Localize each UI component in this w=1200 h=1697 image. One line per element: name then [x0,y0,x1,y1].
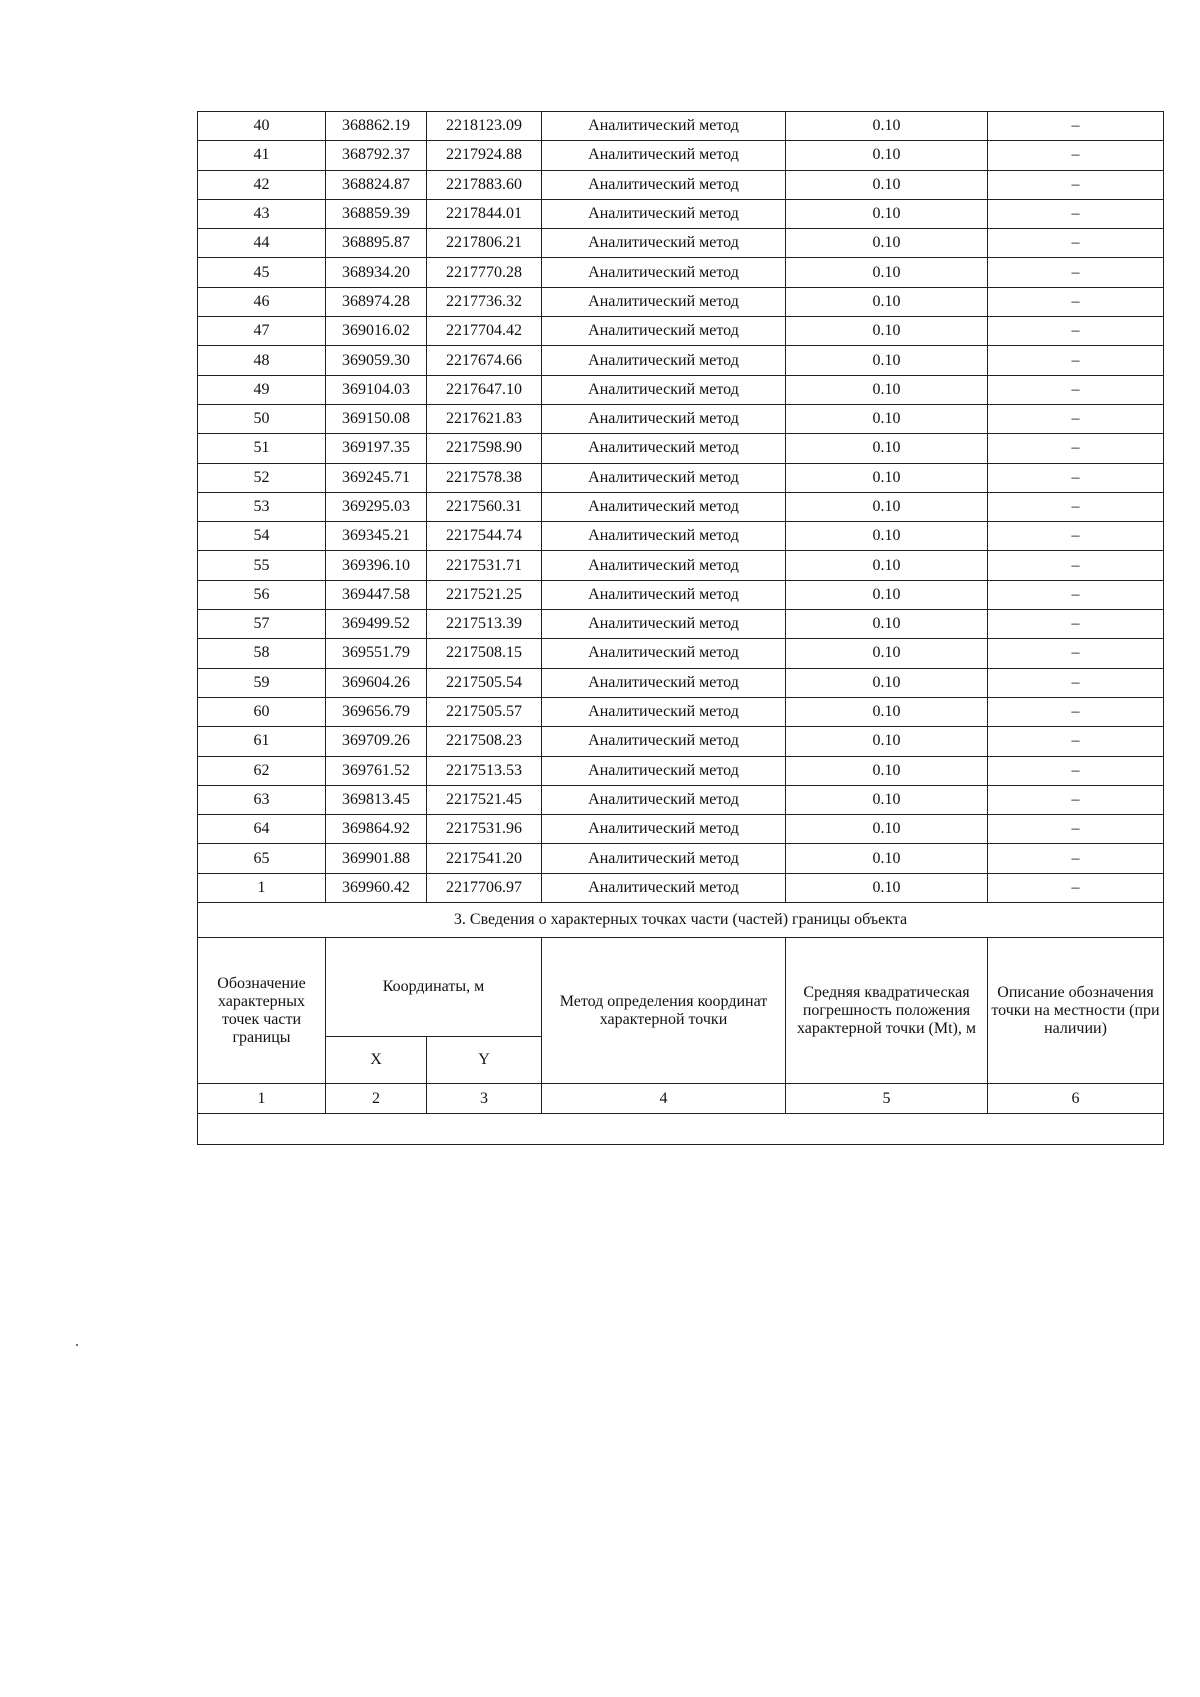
method-cell: Аналитический метод [542,463,786,492]
method-cell: Аналитический метод [542,873,786,902]
description-cell: – [988,580,1164,609]
table-row [198,815,1164,844]
description-cell: – [988,463,1164,492]
column-number: 4 [542,1084,786,1114]
table-row [198,610,1164,639]
method-cell: Аналитический метод [542,346,786,375]
scan-speck [76,1344,78,1346]
point-number-cell: 1 [198,873,326,902]
error-cell: 0.10 [786,346,988,375]
x-coordinate-cell: 369447.58 [326,580,427,609]
description-cell: – [988,492,1164,521]
table-row [198,873,1164,902]
method-cell: Аналитический метод [542,610,786,639]
x-coordinate-cell: 369197.35 [326,434,427,463]
method-cell: Аналитический метод [542,522,786,551]
point-number-cell: 42 [198,170,326,199]
point-number-cell: 46 [198,287,326,316]
x-coordinate-cell: 369709.26 [326,727,427,756]
empty-cell [198,1114,1164,1145]
error-cell: 0.10 [786,727,988,756]
error-cell: 0.10 [786,610,988,639]
method-cell: Аналитический метод [542,815,786,844]
y-coordinate-cell: 2218123.09 [427,112,542,141]
table-row [198,199,1164,228]
y-coordinate-cell: 2217706.97 [427,873,542,902]
point-number-cell: 48 [198,346,326,375]
y-coordinate-cell: 2217513.53 [427,756,542,785]
column-number: 2 [326,1084,427,1114]
table-row [198,170,1164,199]
x-coordinate-cell: 369396.10 [326,551,427,580]
y-coordinate-cell: 2217521.25 [427,580,542,609]
point-number-cell: 63 [198,785,326,814]
point-number-cell: 64 [198,815,326,844]
description-cell: – [988,287,1164,316]
description-cell: – [988,170,1164,199]
point-number-cell: 61 [198,727,326,756]
description-cell: – [988,844,1164,873]
point-number-cell: 57 [198,610,326,639]
description-cell: – [988,697,1164,726]
error-cell: 0.10 [786,199,988,228]
description-cell: – [988,522,1164,551]
table-row [198,727,1164,756]
table-row [198,580,1164,609]
y-coordinate-cell: 2217806.21 [427,229,542,258]
description-cell: – [988,229,1164,258]
method-cell: Аналитический метод [542,668,786,697]
section-3-title-row [198,903,1164,938]
point-number-cell: 59 [198,668,326,697]
point-number-cell: 56 [198,580,326,609]
method-cell: Аналитический метод [542,580,786,609]
method-cell: Аналитический метод [542,141,786,170]
point-number-cell: 65 [198,844,326,873]
coordinates-table-body [198,112,1164,903]
point-number-cell: 53 [198,492,326,521]
x-coordinate-cell: 369345.21 [326,522,427,551]
y-coordinate-cell: 2217844.01 [427,199,542,228]
table-row [198,404,1164,433]
method-cell: Аналитический метод [542,551,786,580]
x-coordinate-cell: 369150.08 [326,404,427,433]
header-x: X [326,1037,427,1084]
table-row [198,668,1164,697]
column-number: 6 [988,1084,1164,1114]
description-cell: – [988,375,1164,404]
column-number: 3 [427,1084,542,1114]
y-coordinate-cell: 2217621.83 [427,404,542,433]
y-coordinate-cell: 2217704.42 [427,317,542,346]
point-number-cell: 60 [198,697,326,726]
error-cell: 0.10 [786,756,988,785]
error-cell: 0.10 [786,258,988,287]
x-coordinate-cell: 369656.79 [326,697,427,726]
y-coordinate-cell: 2217770.28 [427,258,542,287]
method-cell: Аналитический метод [542,785,786,814]
method-cell: Аналитический метод [542,258,786,287]
point-number-cell: 40 [198,112,326,141]
error-cell: 0.10 [786,463,988,492]
error-cell: 0.10 [786,580,988,609]
x-coordinate-cell: 369960.42 [326,873,427,902]
x-coordinate-cell: 369499.52 [326,610,427,639]
point-number-cell: 44 [198,229,326,258]
table-row [198,492,1164,521]
section-3 [198,903,1164,1145]
x-coordinate-cell: 368974.28 [326,287,427,316]
x-coordinate-cell: 369813.45 [326,785,427,814]
error-cell: 0.10 [786,434,988,463]
method-cell: Аналитический метод [542,375,786,404]
point-number-cell: 54 [198,522,326,551]
x-coordinate-cell: 368934.20 [326,258,427,287]
y-coordinate-cell: 2217505.54 [427,668,542,697]
point-number-cell: 41 [198,141,326,170]
x-coordinate-cell: 368859.39 [326,199,427,228]
y-coordinate-cell: 2217531.71 [427,551,542,580]
method-cell: Аналитический метод [542,434,786,463]
x-coordinate-cell: 369245.71 [326,463,427,492]
x-coordinate-cell: 368895.87 [326,229,427,258]
header-method: Метод определения координат характерной точки [542,938,786,1084]
table-row [198,639,1164,668]
y-coordinate-cell: 2217531.96 [427,815,542,844]
y-coordinate-cell: 2217508.15 [427,639,542,668]
header-error: Средняя квадратическая погрешность положения характерной точки (Mt), м [786,938,988,1084]
table-row [198,756,1164,785]
description-cell: – [988,141,1164,170]
error-cell: 0.10 [786,404,988,433]
point-number-cell: 55 [198,551,326,580]
point-number-cell: 58 [198,639,326,668]
error-cell: 0.10 [786,112,988,141]
y-coordinate-cell: 2217541.20 [427,844,542,873]
header-coordinates: Координаты, м [326,938,542,1037]
point-number-cell: 62 [198,756,326,785]
table-row [198,346,1164,375]
table-row [198,785,1164,814]
x-coordinate-cell: 369059.30 [326,346,427,375]
error-cell: 0.10 [786,170,988,199]
method-cell: Аналитический метод [542,199,786,228]
error-cell: 0.10 [786,844,988,873]
method-cell: Аналитический метод [542,756,786,785]
x-coordinate-cell: 368824.87 [326,170,427,199]
method-cell: Аналитический метод [542,317,786,346]
header-designation: Обозначение характерных точек части границы [198,938,326,1084]
method-cell: Аналитический метод [542,697,786,726]
y-coordinate-cell: 2217883.60 [427,170,542,199]
table-row [198,522,1164,551]
table-row [198,697,1164,726]
section-3-header-row [198,938,1164,1037]
error-cell: 0.10 [786,229,988,258]
y-coordinate-cell: 2217560.31 [427,492,542,521]
table-row [198,287,1164,316]
point-number-cell: 43 [198,199,326,228]
point-number-cell: 45 [198,258,326,287]
y-coordinate-cell: 2217674.66 [427,346,542,375]
error-cell: 0.10 [786,317,988,346]
table-row [198,434,1164,463]
description-cell: – [988,610,1164,639]
y-coordinate-cell: 2217508.23 [427,727,542,756]
error-cell: 0.10 [786,873,988,902]
x-coordinate-cell: 369551.79 [326,639,427,668]
y-coordinate-cell: 2217521.45 [427,785,542,814]
description-cell: – [988,346,1164,375]
error-cell: 0.10 [786,287,988,316]
y-coordinate-cell: 2217513.39 [427,610,542,639]
description-cell: – [988,199,1164,228]
header-y: Y [427,1037,542,1084]
point-number-cell: 49 [198,375,326,404]
table-row [198,551,1164,580]
table-row [198,844,1164,873]
method-cell: Аналитический метод [542,112,786,141]
description-cell: – [988,404,1164,433]
description-cell: – [988,317,1164,346]
error-cell: 0.10 [786,551,988,580]
error-cell: 0.10 [786,815,988,844]
error-cell: 0.10 [786,141,988,170]
table-row [198,229,1164,258]
section-3-title: 3. Сведения о характерных точках части (частей) границы объекта [198,903,1164,938]
point-number-cell: 51 [198,434,326,463]
description-cell: – [988,785,1164,814]
y-coordinate-cell: 2217924.88 [427,141,542,170]
description-cell: – [988,258,1164,287]
column-number: 5 [786,1084,988,1114]
x-coordinate-cell: 369761.52 [326,756,427,785]
method-cell: Аналитический метод [542,229,786,258]
description-cell: – [988,727,1164,756]
error-cell: 0.10 [786,522,988,551]
description-cell: – [988,873,1164,902]
table-row [198,112,1164,141]
point-number-cell: 47 [198,317,326,346]
x-coordinate-cell: 369104.03 [326,375,427,404]
x-coordinate-cell: 368792.37 [326,141,427,170]
y-coordinate-cell: 2217544.74 [427,522,542,551]
error-cell: 0.10 [786,785,988,814]
description-cell: – [988,434,1164,463]
method-cell: Аналитический метод [542,404,786,433]
x-coordinate-cell: 369604.26 [326,668,427,697]
x-coordinate-cell: 369901.88 [326,844,427,873]
empty-data-row [198,1114,1164,1145]
method-cell: Аналитический метод [542,727,786,756]
y-coordinate-cell: 2217598.90 [427,434,542,463]
error-cell: 0.10 [786,697,988,726]
method-cell: Аналитический метод [542,492,786,521]
x-coordinate-cell: 369016.02 [326,317,427,346]
description-cell: – [988,639,1164,668]
table-row [198,258,1164,287]
table-row [198,375,1164,404]
table-row [198,141,1164,170]
method-cell: Аналитический метод [542,287,786,316]
boundary-points-table [197,111,1164,1145]
header-description: Описание обозначения точки на местности (при наличии) [988,938,1164,1084]
x-coordinate-cell: 369295.03 [326,492,427,521]
x-coordinate-cell: 369864.92 [326,815,427,844]
column-number: 1 [198,1084,326,1114]
method-cell: Аналитический метод [542,639,786,668]
description-cell: – [988,756,1164,785]
y-coordinate-cell: 2217578.38 [427,463,542,492]
point-number-cell: 52 [198,463,326,492]
error-cell: 0.10 [786,492,988,521]
column-numbers-row [198,1084,1164,1114]
description-cell: – [988,112,1164,141]
point-number-cell: 50 [198,404,326,433]
error-cell: 0.10 [786,668,988,697]
y-coordinate-cell: 2217647.10 [427,375,542,404]
table-row [198,463,1164,492]
description-cell: – [988,551,1164,580]
description-cell: – [988,668,1164,697]
error-cell: 0.10 [786,639,988,668]
method-cell: Аналитический метод [542,170,786,199]
error-cell: 0.10 [786,375,988,404]
y-coordinate-cell: 2217736.32 [427,287,542,316]
x-coordinate-cell: 368862.19 [326,112,427,141]
method-cell: Аналитический метод [542,844,786,873]
y-coordinate-cell: 2217505.57 [427,697,542,726]
description-cell: – [988,815,1164,844]
table-row [198,317,1164,346]
